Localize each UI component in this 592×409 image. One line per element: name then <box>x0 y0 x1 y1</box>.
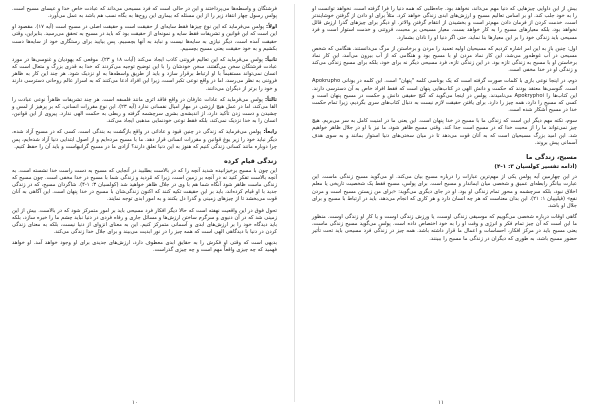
paragraph: این چون با مسیح برخیزانیده شدید آنچه را که در بالاست بطلبید در آنجایی که مسیح به دست راست خدا نشسته است. به آنچه بالاست تفکر کنید نه در آنچه بر زمین است، زیرا که مُردید و زندگی شما با مسیح در خدا مخفی است. چون مسیح که زندگی ماست ظاهر شود آنگاه شما هم با وی در جلال ظاهر خواهید شد (کولسیان ۳: ۱-۴). شاگردان مسیح، که در زندگی جدید با او قیام کرده‌اند، باید بر این حقیقت تکیه کنند که اکنون زندگی‌شان با مسیح در خدا پنهان است. این آگاهی به آنان قوت می‌بخشد تا از چیزهای زمینی و گذرا دل بکنند و به امور ابدی توجه نمایند. <box>12 167 277 203</box>
paragraph: اولاً: پولس می‌فرماید که این نوع چیزها فقط سایه‌ای از حقیقت است و حقیقت اصلی در مسیح است (آیه ۱۷). مقصود او این است که این قوانین و تشریفات فقط سایه و نمونه‌ای از حقیقت بود که باید در مسیح به تحقق می‌رسید. بنابراین، وقتی حقیقت آمده است، دیگر نیازی به سایه‌ها نیست و نباید به آنها بچسبیم. پس بیایید برای رستگاری خود از سایه‌ها دست بکشیم و به خود حقیقت یعنی مسیح بچسبیم. <box>12 24 277 52</box>
paragraph: اول: چنین باز به این امر اشاره کردیم که مسیحیان اولیه تعمید را مردن و برخاستن از مرگ می‌دانستند. هنگامی که شخص مسیحی در آب غوطه‌ور می‌شد، این کار نماد مردن او با مسیح بود و هنگامی که از آب بیرون می‌آمد، این کار نماد برخاستن او با مسیح به زندگی تازه بود. در این زندگی تازه، فرد مسیحی دیگر نه برای خود، بلکه برای مسیح زندگی می‌کند و زندگی او در خدا مخفی است. <box>312 45 577 74</box>
page-number: ۱۰ <box>132 400 138 406</box>
paragraph-lead: رابعاً: <box>263 129 277 136</box>
paragraph: سوم، نکته مهم دیگر این است که زندگی ما با مسیح در خدا پنهان است. این یعنی ما در امنیت کامل به سر می‌بریم. هیچ چیز نمی‌تواند ما را از محبت خدا که در مسیح است جدا کند. وقتی مسیح ظاهر شود، ما نیز با او در جلال ظاهر خواهیم شد. این امید بزرگ مسیحیان است که به آنان قوت می‌دهد تا در میان سختی‌های دنیا استوار بمانند و به سوی هدف آسمانی پیش بروند. <box>312 118 577 146</box>
paragraph: ثانیاً: پولس می‌فرماید که این تعالیم فروتنی کاذب ایجاد می‌کند (آیات ۱۸ و ۲۳). موقعی که یهودیان و غنوسی‌ها در مورد عبادت فرشتگان سخن می‌گفتند، سخن خودشان را با این توضیح توجیه می‌کردند که خدا به قدری بزرگ و متعال است که انسان نمی‌تواند مستقیماً با او ارتباط برقرار سازد و باید از طریق واسطه‌ها به او نزدیک شود. هر چند این کار به ظاهر فروتنی به نظر می‌رسد، اما در واقع نوعی تکبر است، زیرا این افراد ادعا می‌کنند که به اسرار عالم روحانی دسترسی دارند و خود را برتر از دیگران می‌دانند. <box>12 56 278 92</box>
section-heading: زندگی قیام کرده <box>223 156 277 165</box>
paragraph-lead: ثالثاً: <box>265 96 277 103</box>
paragraph: بدیهی است که وقتی او فکرش را به حقایق ابدی معطوف دارد، ارزش‌های جدیدی برای او وجود خواهد آمد. او خواهد فهمید که چه چیزی واقعاً مهم است و چه چیزی گذراست. <box>12 240 277 254</box>
paragraph: دوم، در اینجا نوعی بازی با کلمات صورت گرفته است که یک بوناسی کلمه "پنهان" است. این کلمه در یونانی Apokrupho است. گنوسی‌ها معتقد بودند که حکمت و دانش الهی در کتاب‌هایی پنهان است که فقط افراد خاص به آن دسترسی دارند. این کتاب‌ها را Apokryphoi می‌نامیدند. پولس در اینجا می‌گوید که گنج حقیقی دانش و حکمت در مسیح پنهان است و کسی که مسیح را دارد، همه چیز را دارد. برای یافتن حقیقت لازم نیست به دنبال کتاب‌های سری بگردیم، زیرا تمام حکمت خدا در مسیح آشکار شده است. <box>312 78 577 114</box>
paragraph: ثالثاً: پولس می‌فرماید که عادات عارفان در واقع فاقد اثری مانند فلسفه است. هر چند تشریفات ظاهراً نوعی عبادت را القا می‌کند، اما در عمل هیچ ارزشی در مهار امیال نفسانی ندارد (آیه ۲۳). این نوع مقررات انسانی، که بر پرهیز از لمس و چشیدن و دست زدن تأکید دارد، از اندیشه‌ی بشری سرچشمه گرفته و ربطی به حکمت الهی ندارد. پیروی از این قوانین، انسان را به خدا نزدیک نمی‌کند، بلکه فقط نوعی خودنمایی مذهبی ایجاد می‌کند. <box>12 96 277 125</box>
paragraph: رابعاً: پولس می‌فرماید که زندگی در چنین قیود و عاداتی در واقع بازگشت به بندگی است. کسی که در مسیح آزاد شده، دیگر نباید خود را زیر یوغ قوانین و مقررات انسانی قرار دهد. ما با مسیح مرده‌ایم و از اصول ابتدایی دنیا آزاد شده‌ایم، پس چرا دوباره مانند کسانی زندگی کنیم که هنوز به این دنیا تعلق دارند؟ آزادی ما در مسیح گرانبهاست و باید آن را حفظ کنیم. <box>12 129 277 150</box>
paragraph: در این چهارمین آیه پولس یکی از مهم‌ترین عبارات را درباره مسیح بیان می‌کند. او می‌گوید مسیح زندگی ماست. این عبارت بیانگر رابطه‌ای عمیق و شخصی میان ایماندار و مسیح است. برای پولس، مسیح فقط یک شخصیت تاریخی یا معلم اخلاق نبود، بلکه سرچشمه و محور تمام زندگی او بود. او در جای دیگری می‌گوید: «برای من زیستن مسیح است و مردن نفع» (فیلیپیان ۱: ۲۱). این بدان معناست که هر چه انسان دارد و هر کاری که انجام می‌دهد، باید در ارتباط با مسیح و برای جلال او باشد. <box>312 174 577 209</box>
paragraph-lead: ثانیاً: <box>265 56 278 63</box>
page-gutter <box>294 4 295 402</box>
page-left <box>0 0 287 409</box>
paragraph-lead: اولاً: <box>266 24 277 31</box>
section-heading: مسیح، زندگی ما <box>526 152 577 161</box>
section-subheading: (ادامه تفسیر کولسیان ۳: ۱-۴) <box>494 163 577 170</box>
page-number: ۱۱ <box>438 400 444 406</box>
page-right <box>302 0 589 409</box>
paragraph: فرشتگان و واسطه‌ها می‌پرداختند و این در حالی است که فرد مسیحی می‌داند که عبادت خاص خدا و عیسای مسیح است. پولس رسول چهار انتقاد زیر را از این مسئله که بیماری این روح‌ها به بگاه نسب هم باشد به عمل می‌آورد. <box>12 6 277 20</box>
paragraph: تحول فوق در این واقعیت نهفته است که حالا دیگر افکار فرد مسیحی باید بر امور متمرکز شود که در بالاست. بیش از این زمینی شد که در آن دنیوی و سرگرم ساختن ارزش‌ها و مسائل جاری و رفاه فردی در دنیا نباید چشم ما را خیره سازد، بلکه باید دیدگاه خود را بر ارزش‌های ابدی و آسمانی متمرکز کنیم. این به معنای انزوای از دنیا نیست، بلکه به معنای زندگی کردن در دنیا با دیدگاهی الهی است که همه چیز را در نور ابدیت می‌بیند و برای جلال خدا زندگی می‌کند. <box>12 207 277 236</box>
paragraph: گاهی اوقات درباره شخصی می‌گوییم که موسیقی زندگی اوست، یا ورزش زندگی اوست و یا کار او زندگی اوست. منظور ما این است که آن چیز تمام فکر و انرژی و وقت او را به خود اختصاص داده است. پولس می‌گوید مسیح زندگی ماست، یعنی مسیح باید در مرکز افکار، احساسات و اعمال ما قرار داشته باشد. همه چیز در زندگی فرد مسیحی باید تحت تأثیر حضور مسیح باشد، به طوری که دیگران در زندگی ما مسیح را ببینند. <box>312 214 577 242</box>
paragraph: بیش از این داوایی چیزهایی که دنیا مهم می‌داند، نخواهد بود. جاه‌طلبی که همه دنیا را فرا گرفته است، نخواهد توانست او را به خود جلب کند. او بر اساس تعالیم مسیح و ارزش‌های ابدی زندگی خواهد کرد. مثلاً برای او دادن از گرفتن خوشایندتر است، خدمت کردن از فرمان دادن مهم‌تر است و بخشیدن از انتقام گرفتن والاتر. او دیگر برای چیزهای گذرا ارزش قائل نخواهد بود، بلکه معیارهای مسیح را به کار خواهد بست. معیار مسیحی بر محبت، فروتنی و خدمت استوار است و فرد مسیحی باید زندگی خود را بر این معیارها بنا نماید، حتی اگر دنیا او را نادان بشمارد. <box>312 6 577 41</box>
